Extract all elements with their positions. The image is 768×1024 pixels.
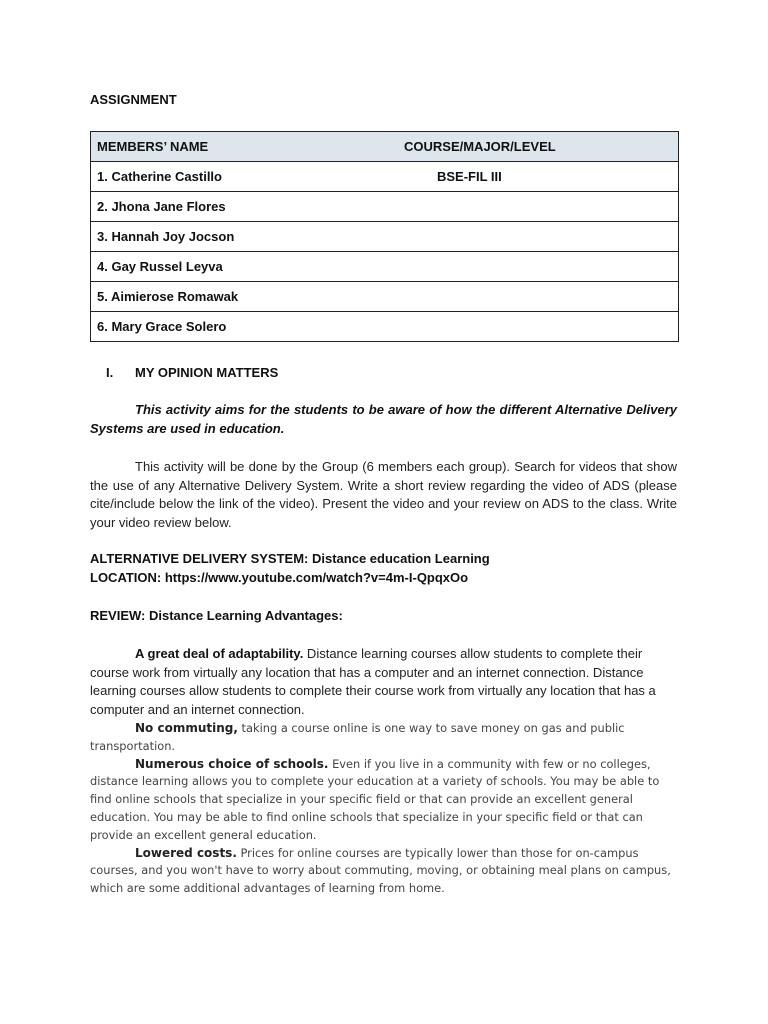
section-heading [106,365,278,380]
advantage-text: Distance learning courses allow students to complete their course work from virtually any location that has a computer and an internet connection. Distance learning courses allow students to complete their course work from virtually any location that has a computer and an internet connection. [90,646,656,717]
member-course [397,222,679,252]
section-number: I. [106,365,114,380]
intro-paragraph [90,401,677,438]
member-name: 6. Mary Grace Solero [91,312,398,342]
review-heading: REVIEW: Distance Learning Advantages: [90,608,343,623]
advantage-lead: A great deal of adaptability. [135,646,304,661]
advantage-text: Even if you live in a community with few or no colleges, distance learning allows you to complete your education at a variety of schools. You may be able to find online schools that specialize in your specific field or that can provide an excellent general education. You may be able to find online schools that specialize in your specific field or that can provide an excellent general education. [90,756,660,842]
table-row [91,222,679,252]
table-row [91,192,679,222]
members-table [90,131,679,342]
advantage-text: Prices for online courses are typically lower than those for on-campus courses, and you won't have to worry about commuting, moving, or obtaining meal plans on campus, which are some additional advantages of learning from home. [90,845,671,896]
advantage-paragraph [90,720,680,756]
table-row [91,282,679,312]
member-course [397,312,679,342]
advantage-lead: Numerous choice of schools. [135,756,329,771]
assignment-title: ASSIGNMENT [90,92,177,107]
advantage-text: taking a course online is one way to save money on gas and public transportation. [90,721,625,753]
table-row [91,312,679,342]
member-name: 2. Jhona Jane Flores [91,192,398,222]
header-course-major-level: COURSE/MAJOR/LEVEL [397,132,679,162]
intro-text: This activity aims for the students to be aware of how the different Alternative Delivery Systems are used in education. [90,402,677,436]
table-row [91,162,679,192]
advantage-paragraph [90,756,680,845]
advantages-list [90,720,680,898]
advantage-paragraph [90,845,680,898]
activity-paragraph [90,458,677,532]
advantage-lead: No commuting, [135,721,238,735]
member-course [397,192,679,222]
location-line: LOCATION: https://www.youtube.com/watch?v=4m-I-QpqxOo [90,570,469,585]
table-row [91,252,679,282]
member-name: 5. Aimierose Romawak [91,282,398,312]
advantage-lead: Lowered costs. [135,845,237,860]
advantage-paragraph [90,645,680,719]
member-name: 3. Hannah Joy Jocson [91,222,398,252]
member-course [397,252,679,282]
member-name: 4. Gay Russel Leyva [91,252,398,282]
section-title: MY OPINION MATTERS [135,365,279,380]
ads-line: ALTERNATIVE DELIVERY SYSTEM: Distance education Learning [90,551,490,566]
member-name: 1. Catherine Castillo [91,162,398,192]
member-course: BSE-FIL III [397,162,679,192]
member-course [397,282,679,312]
table-header-row [91,132,679,162]
activity-text: This activity will be done by the Group (6 members each group). Search for videos that show the use of any Alternative Delivery System. Write a short review regarding the video of ADS (please cite/include below the link of the video). Present the video and your review on ADS to the class. Write your video review below. [90,459,677,530]
header-members-name: MEMBERS’ NAME [91,132,398,162]
